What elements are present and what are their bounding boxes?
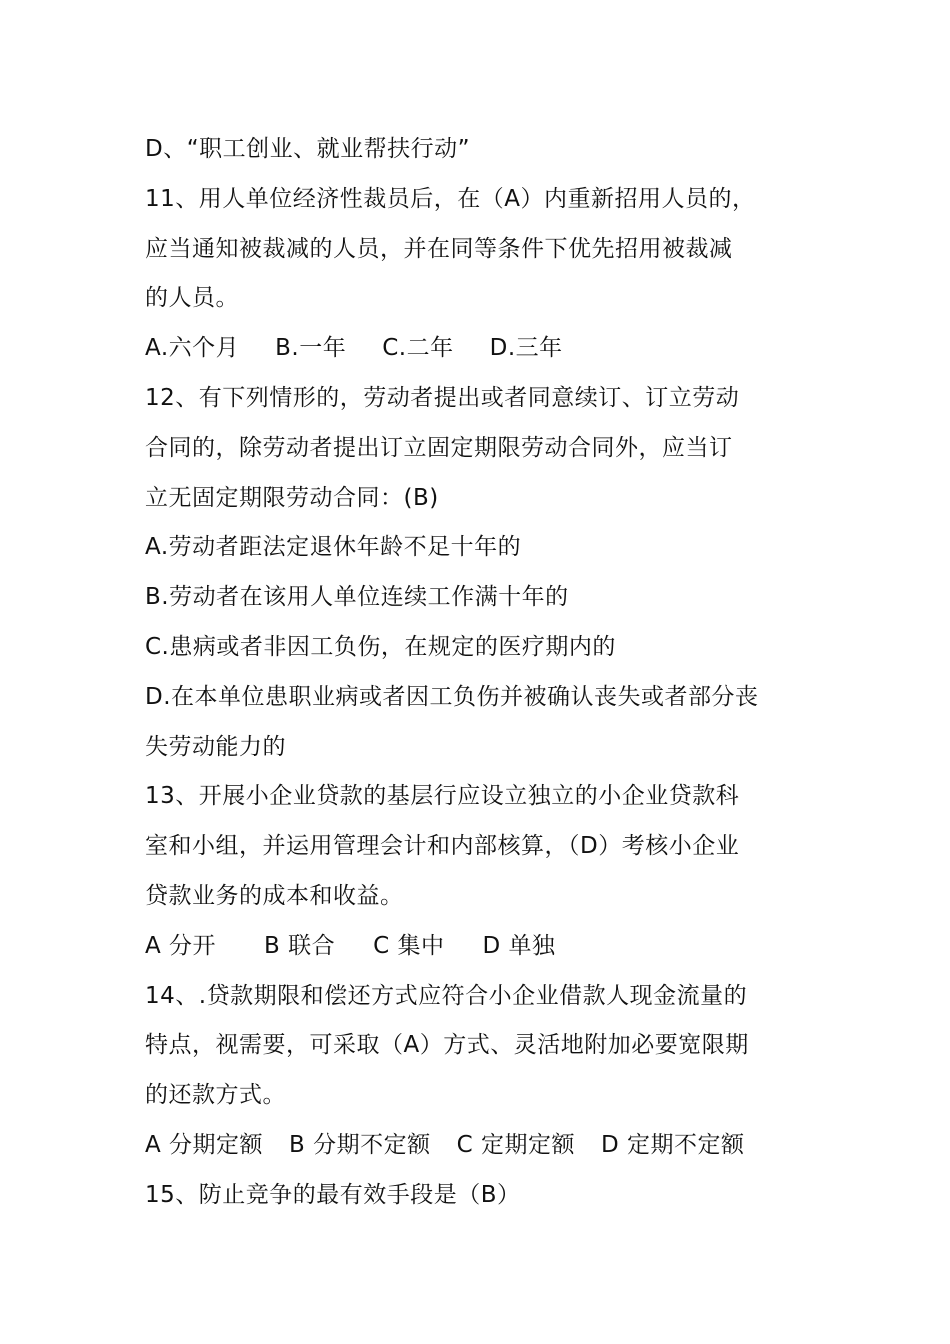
question-13-options <box>145 922 815 972</box>
question-12-line-3: 立无固定期限劳动合同：(B) <box>145 484 439 511</box>
q12-option-c: C.患病或者非因工负伤，在规定的医疗期内的 <box>145 633 616 660</box>
question-11-line-3: 的人员。 <box>145 285 239 312</box>
question-12-line-2: 合同的，除劳动者提出订立固定期限劳动合同外，应当订 <box>145 434 733 461</box>
q14-option-b: B 分期不定额 <box>289 1131 431 1158</box>
q11-option-b: B.一年 <box>275 335 347 362</box>
question-12-line-1: 12、有下列情形的，劳动者提出或者同意续订、订立劳动 <box>145 384 740 411</box>
question-11-line-2: 应当通知被裁减的人员，并在同等条件下优先招用被裁减 <box>145 235 733 262</box>
question-11-options <box>145 324 815 374</box>
question-14-options <box>145 1121 815 1171</box>
q11-option-a: A.六个月 <box>145 335 240 362</box>
question-13-line-2: 室和小组，并运用管理会计和内部核算，（D）考核小企业 <box>145 833 740 860</box>
q11-option-d: D.三年 <box>489 335 563 362</box>
q14-option-d: D 定期不定额 <box>601 1131 745 1158</box>
question-11-line-1: 11、用人单位经济性裁员后，在（A）内重新招用人员的， <box>145 185 756 212</box>
q12-option-b: B.劳动者在该用人单位连续工作满十年的 <box>145 584 569 611</box>
question-15-line-1: 15、防止竞争的最有效手段是（B） <box>145 1181 521 1208</box>
q11-option-c: C.二年 <box>382 335 454 362</box>
q13-option-a: A 分开 <box>145 932 217 959</box>
document-body <box>145 125 815 1221</box>
q12-option-a: A.劳动者距法定退休年龄不足十年的 <box>145 534 522 561</box>
question-14-line-1: 14、.贷款期限和偿还方式应符合小企业借款人现金流量的 <box>145 982 748 1009</box>
question-14-line-2: 特点，视需要，可采取（A）方式、灵活地附加必要宽限期 <box>145 1032 749 1059</box>
q13-option-d: D 单独 <box>482 932 556 959</box>
question-14-line-3: 的还款方式。 <box>145 1082 286 1109</box>
q13-option-b: B 联合 <box>264 932 336 959</box>
q14-option-a: A 分期定额 <box>145 1131 264 1158</box>
option-d-line: D、“职工创业、就业帮扶行动” <box>145 136 471 162</box>
q12-option-d-line-2: 失劳动能力的 <box>145 733 286 760</box>
q14-option-c: C 定期定额 <box>456 1131 576 1158</box>
q13-option-c: C 集中 <box>373 932 445 959</box>
question-13-line-3: 贷款业务的成本和收益。 <box>145 882 404 909</box>
q12-option-d-line-1: D.在本单位患职业病或者因工负伤并被确认丧失或者部分丧 <box>145 683 759 710</box>
question-13-line-1: 13、开展小企业贷款的基层行应设立独立的小企业贷款科 <box>145 783 740 810</box>
